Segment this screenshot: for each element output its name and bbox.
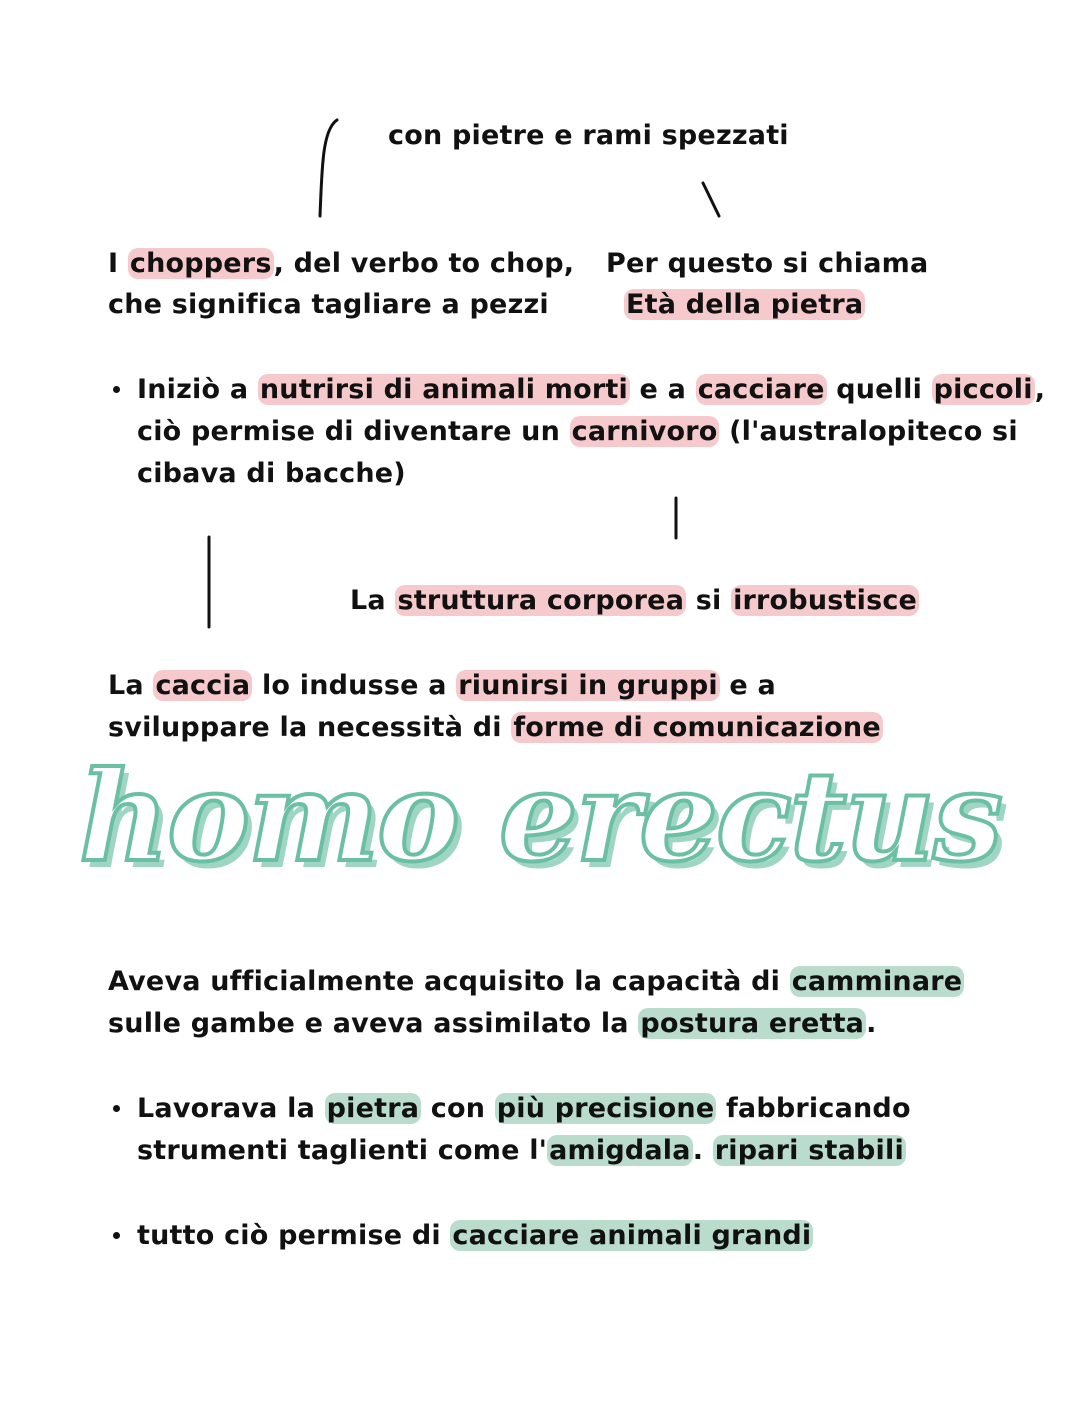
highlight: pietra xyxy=(326,1093,420,1124)
highlight: cacciare xyxy=(697,374,825,405)
text: sviluppare la necessità di xyxy=(108,712,512,743)
text: quelli xyxy=(826,374,932,405)
bullet1-line-2 xyxy=(137,411,1018,453)
highlight: caccia xyxy=(155,670,251,701)
text: I xyxy=(108,248,128,279)
erectus-intro-line-2 xyxy=(108,1003,877,1045)
bullet1-line-3: cibava di bacche) xyxy=(137,458,406,489)
highlight: nutrirsi di animali morti xyxy=(259,374,628,405)
curly-bracket-line xyxy=(320,120,337,216)
page-title: homo erectus xyxy=(79,745,1001,890)
hunt-line-2 xyxy=(108,707,883,749)
bullet3-line xyxy=(137,1215,813,1257)
text: sulle gambe e aveva assimilato la xyxy=(108,1008,639,1039)
text: Lavorava la xyxy=(137,1093,325,1124)
bullet2-line-2 xyxy=(137,1130,906,1172)
text: . xyxy=(692,1135,713,1166)
bullet1-line-1 xyxy=(137,369,1045,411)
hunt-line-1 xyxy=(108,665,776,707)
erectus-intro-line-1 xyxy=(108,961,964,1003)
top-note: con pietre e rami spezzati xyxy=(388,120,789,151)
text: ciò permise di diventare un xyxy=(137,416,570,447)
text: tutto ciò permise di xyxy=(137,1220,451,1251)
highlight: più precisione xyxy=(496,1093,715,1124)
highlight: riunirsi in gruppi xyxy=(458,670,718,701)
text: , xyxy=(1034,374,1046,405)
highlight: cacciare animali grandi xyxy=(452,1220,812,1251)
text: e a xyxy=(629,374,696,405)
choppers-line-2: che significa tagliare a pezzi xyxy=(108,289,549,320)
highlight-eta-della-pietra: Età della pietra xyxy=(626,289,864,320)
text: lo indusse a xyxy=(252,670,457,701)
bullet2-line-1 xyxy=(137,1088,911,1130)
highlight: irrobustisce xyxy=(733,585,918,616)
highlight: ripari stabili xyxy=(714,1135,904,1166)
text: (l'australopiteco si xyxy=(719,416,1018,447)
bullet-icon xyxy=(113,1232,120,1239)
text: Iniziò a xyxy=(137,374,258,405)
text: . xyxy=(866,1008,877,1039)
choppers-line-1 xyxy=(108,243,574,285)
highlight: postura eretta xyxy=(640,1008,865,1039)
text: , del verbo to chop, xyxy=(273,248,575,279)
highlight: struttura corporea xyxy=(397,585,685,616)
structure-line xyxy=(350,580,919,622)
highlight: camminare xyxy=(791,966,963,997)
diagonal-connector-line xyxy=(703,183,719,216)
stone-age-line-2 xyxy=(624,284,865,326)
highlight: forme di comunicazione xyxy=(513,712,881,743)
text: e a xyxy=(719,670,776,701)
highlight: amigdala xyxy=(549,1135,691,1166)
highlight-choppers: choppers xyxy=(129,248,272,279)
highlight: carnivoro xyxy=(571,416,718,447)
text: La xyxy=(108,670,154,701)
text: La xyxy=(350,585,396,616)
text: Aveva ufficialmente acquisito la capacità di xyxy=(108,966,790,997)
text: si xyxy=(686,585,732,616)
bullet-icon xyxy=(113,1105,120,1112)
highlight: piccoli xyxy=(933,374,1033,405)
text: fabbricando xyxy=(716,1093,911,1124)
text: strumenti taglienti come l' xyxy=(137,1135,548,1166)
stone-age-line-1: Per questo si chiama xyxy=(606,248,929,279)
bullet-icon xyxy=(113,386,120,393)
text: con xyxy=(421,1093,495,1124)
